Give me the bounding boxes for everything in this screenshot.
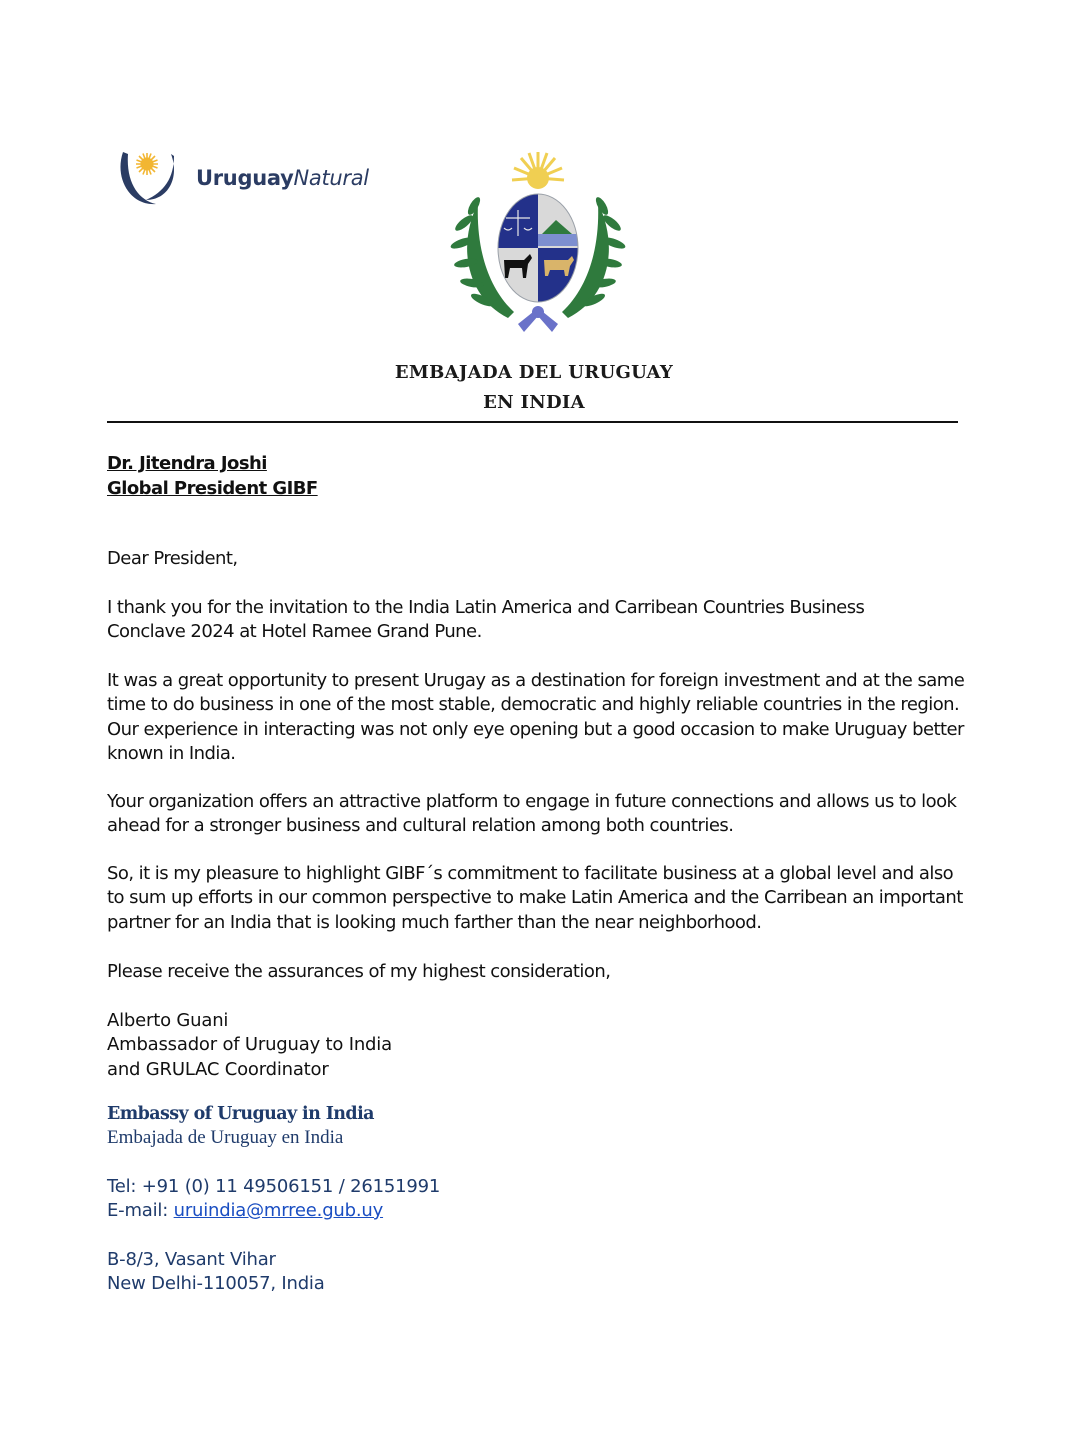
coat-of-arms-icon <box>448 148 628 338</box>
paragraph-2: It was a great opportunity to present Urugay as a destination for foreign investment and at the same time to do business in one of the most stable, democratic and highly reliable countries in the region. Our experience in interacting was not only eye opening but a good occasion to make Uruguay better known in India. <box>107 670 965 765</box>
closing-line: Please receive the assurances of my highest consideration, <box>107 961 611 982</box>
logo-word-natural: Natural <box>293 166 369 190</box>
email-label: E-mail: <box>107 1200 174 1221</box>
embassy-name-spanish: Embajada de Uruguay en India <box>107 1127 344 1148</box>
paragraph-1: I thank you for the invitation to the India Latin America and Carribean Countries Business Conclave 2024 at Hotel Ramee Grand Pune. <box>107 597 865 643</box>
salutation: Dear President, <box>107 548 238 569</box>
address-line-1: B-8/3, Vasant Vihar <box>107 1249 276 1270</box>
signature-block <box>107 1009 967 1082</box>
sun-crescent-icon <box>116 148 186 212</box>
header-divider <box>107 421 958 423</box>
signatory-position: Ambassador of Uruguay to India <box>107 1034 392 1056</box>
logo-wordmark <box>196 166 369 190</box>
recipient-name: Dr. Jitendra Joshi <box>107 453 267 474</box>
embassy-header-line2: EN INDIA <box>483 392 585 413</box>
signatory-role: and GRULAC Coordinator <box>107 1058 329 1080</box>
paragraph-3: Your organization offers an attractive platform to engage in future connections and allows us to look ahead for a stronger business and cultural relation among both countries. <box>107 791 957 837</box>
embassy-name-english: Embassy of Uruguay in India <box>107 1104 374 1124</box>
embassy-header-line1: EMBAJADA DEL URUGUAY <box>394 362 674 383</box>
address-line-2: New Delhi-110057, India <box>107 1273 325 1294</box>
logo-word-uruguay: Uruguay <box>196 166 294 190</box>
email-line <box>107 1200 383 1221</box>
uruguay-natural-logo <box>116 148 386 208</box>
telephone: Tel: +91 (0) 11 49506151 / 26151991 <box>107 1176 441 1197</box>
paragraph-4: So, it is my pleasure to highlight GIBF´s commitment to facilitate business at a global level and also to sum up efforts in our common perspective to make Latin America and the Carribean an important partner for an India that is looking much farther than the near neighborhood. <box>107 863 963 933</box>
recipient-title: Global President GIBF <box>107 478 318 499</box>
sun-of-may-icon <box>512 152 564 189</box>
signatory-name: Alberto Guani <box>107 1010 229 1031</box>
email-link[interactable]: uruindia@mrree.gub.uy <box>173 1200 384 1221</box>
